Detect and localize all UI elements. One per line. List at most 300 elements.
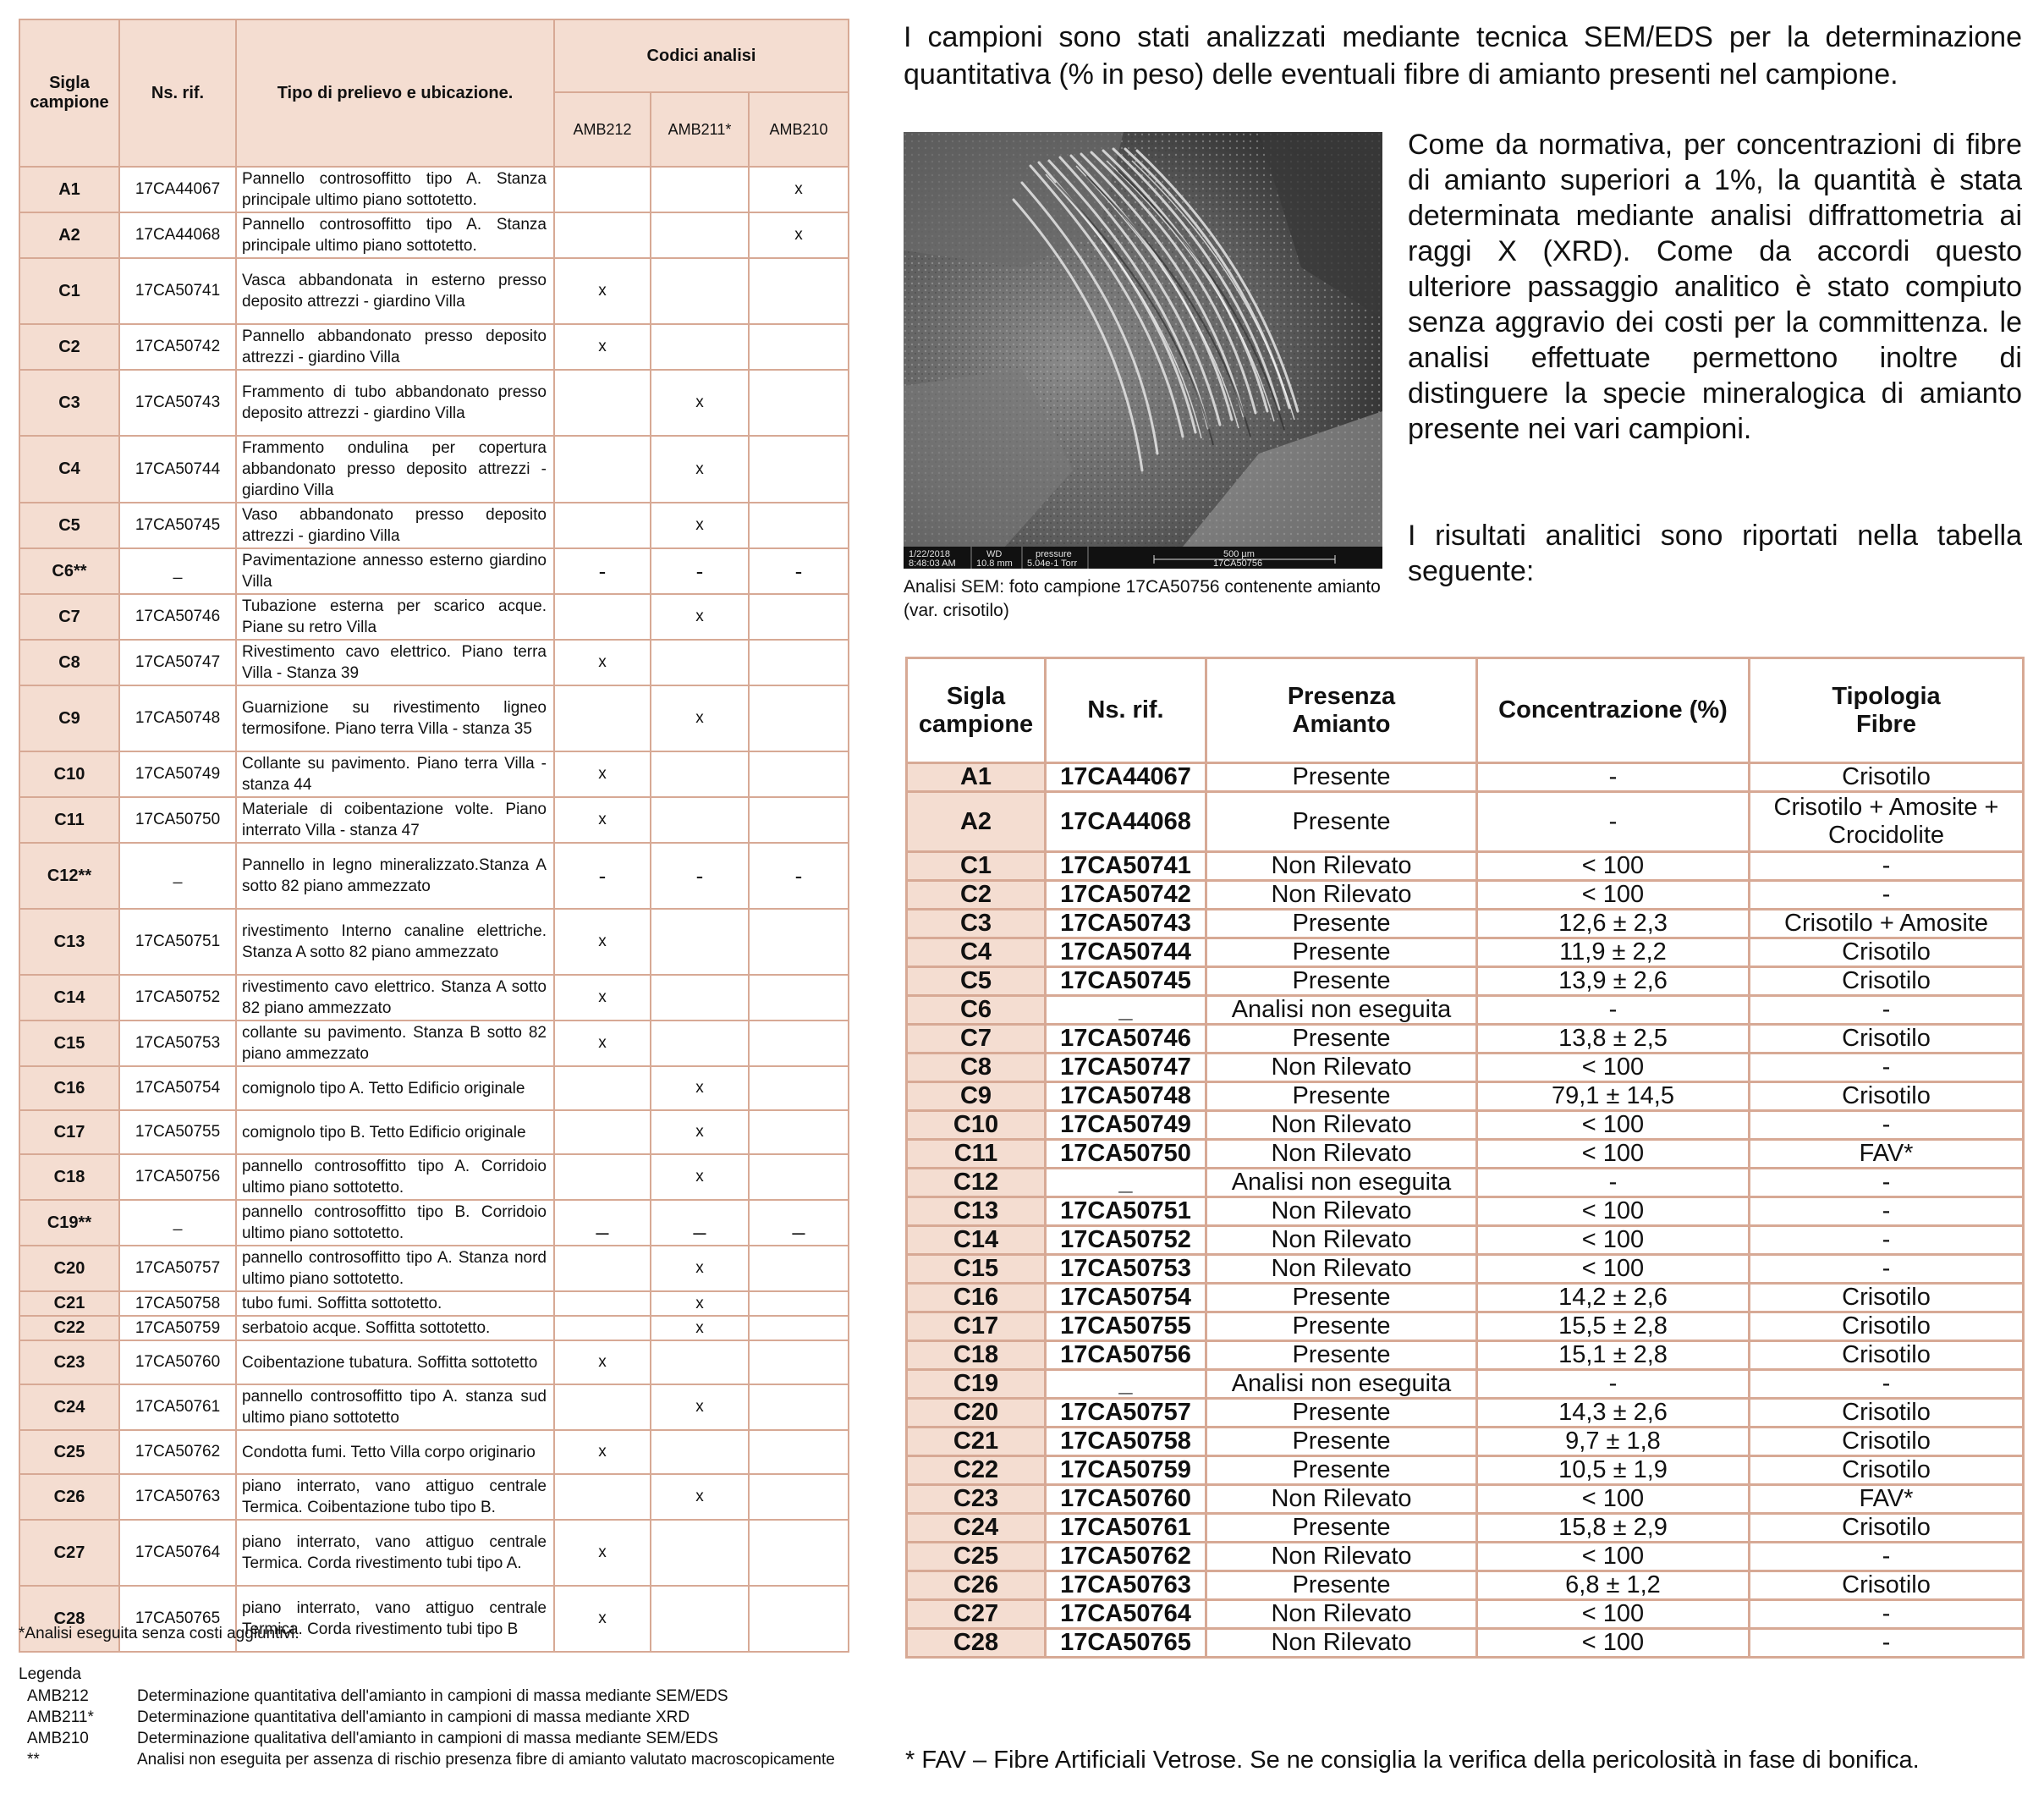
sample-ref: 17CA50762 (119, 1430, 236, 1474)
table-row (907, 1140, 2024, 1169)
header-codici-analisi: Codici analisi (554, 19, 849, 92)
analysis-mark-amb211: x (651, 503, 749, 548)
sem-databar-wd: 10.8 mm (976, 558, 1013, 569)
analysis-mark-amb210 (749, 909, 849, 975)
table-row (19, 909, 849, 975)
sample-id: C4 (19, 436, 119, 503)
table-row (19, 1430, 849, 1474)
sample-description: piano interrato, vano attiguo centrale Termica. Coibentazione tubo tipo B. (236, 1474, 554, 1520)
sample-description: tubo fumi. Soffitta sottotetto. (236, 1291, 554, 1316)
analysis-mark-amb212: - (554, 843, 651, 909)
sample-ref: 17CA50748 (119, 685, 236, 751)
sample-ref: 17CA50754 (119, 1066, 236, 1110)
sample-ref: 17CA50750 (119, 797, 236, 843)
analysis-mark-amb212 (554, 1474, 651, 1520)
sample-ref: 17CA50745 (119, 503, 236, 548)
header-amb211: AMB211* (651, 92, 749, 167)
analysis-mark-amb211: x (651, 1154, 749, 1200)
table-row (907, 1514, 2024, 1543)
sample-description: comignolo tipo A. Tetto Edificio originale (236, 1066, 554, 1110)
analysis-mark-amb211 (651, 258, 749, 324)
legend-code: AMB211* (27, 1708, 94, 1726)
sample-id: C18 (19, 1154, 119, 1200)
result-sample-id: C15 (907, 1255, 1046, 1284)
result-concentrazione: < 100 (1477, 852, 1750, 881)
table-row (907, 1485, 2024, 1514)
result-sample-ref: 17CA50747 (1046, 1054, 1206, 1082)
result-concentrazione: - (1477, 1169, 1750, 1197)
result-sample-id: C25 (907, 1543, 1046, 1571)
analysis-mark-amb212 (554, 685, 651, 751)
table-row (19, 640, 849, 685)
table-row (907, 1082, 2024, 1111)
sample-ref: _ (119, 1200, 236, 1246)
sample-description: Pavimentazione annesso esterno giardino Villa (236, 548, 554, 594)
analysis-mark-amb210: - (749, 548, 849, 594)
result-concentrazione: - (1477, 763, 1750, 792)
analysis-mark-amb211: _ (651, 1200, 749, 1246)
results-header-presenza: Presenza Amianto (1206, 658, 1477, 763)
analysis-mark-amb212 (554, 1154, 651, 1200)
result-presenza: Presente (1206, 1341, 1477, 1370)
result-tipologia: Crisotilo (1750, 938, 2024, 967)
table-row (19, 975, 849, 1021)
analysis-mark-amb212 (554, 1316, 651, 1340)
analysis-mark-amb210 (749, 503, 849, 548)
analysis-mark-amb210 (749, 1520, 849, 1586)
sem-databar-pressure-label: pressure (1036, 549, 1072, 559)
sample-id: C20 (19, 1246, 119, 1291)
sample-id: C11 (19, 797, 119, 843)
result-tipologia: - (1750, 1111, 2024, 1140)
result-concentrazione: 15,8 ± 2,9 (1477, 1514, 1750, 1543)
sample-id: C7 (19, 594, 119, 640)
result-tipologia: Crisotilo (1750, 763, 2024, 792)
analysis-mark-amb212 (554, 212, 651, 258)
result-sample-ref: 17CA50741 (1046, 852, 1206, 881)
result-tipologia: - (1750, 1629, 2024, 1658)
analysis-mark-amb210 (749, 1246, 849, 1291)
result-presenza: Presente (1206, 910, 1477, 938)
sample-description: Pannello abbandonato presso deposito attrezzi - giardino Villa (236, 324, 554, 370)
result-concentrazione: < 100 (1477, 1054, 1750, 1082)
analysis-mark-amb212: x (554, 258, 651, 324)
legend-item (19, 1728, 873, 1749)
table-row (907, 996, 2024, 1025)
analysis-mark-amb211: x (651, 436, 749, 503)
result-sample-id: C3 (907, 910, 1046, 938)
sample-description: Vaso abbandonato presso deposito attrezzi - giardino Villa (236, 503, 554, 548)
analysis-mark-amb211 (651, 909, 749, 975)
table-row (907, 1629, 2024, 1658)
sample-id: C9 (19, 685, 119, 751)
result-tipologia: Crisotilo (1750, 1312, 2024, 1341)
result-sample-ref: _ (1046, 1370, 1206, 1399)
table-row (907, 910, 2024, 938)
analysis-mark-amb211 (651, 167, 749, 212)
legend-title: Legenda (19, 1665, 81, 1683)
analysis-mark-amb210: x (749, 167, 849, 212)
analysis-mark-amb210 (749, 1316, 849, 1340)
analysis-mark-amb212: x (554, 1021, 651, 1066)
result-tipologia: - (1750, 1226, 2024, 1255)
sample-id: C28 (19, 1586, 119, 1652)
table-row (907, 792, 2024, 852)
result-sample-id: C5 (907, 967, 1046, 996)
table-row (19, 1340, 849, 1384)
result-concentrazione: - (1477, 996, 1750, 1025)
sample-ref: 17CA44068 (119, 212, 236, 258)
table-row (19, 1021, 849, 1066)
result-concentrazione: < 100 (1477, 1629, 1750, 1658)
analysis-mark-amb212 (554, 1066, 651, 1110)
result-sample-ref: 17CA50752 (1046, 1226, 1206, 1255)
sem-databar-time: 8:48:03 AM (909, 558, 956, 569)
table-row (19, 843, 849, 909)
result-presenza: Analisi non eseguita (1206, 1370, 1477, 1399)
analysis-mark-amb211: x (651, 1474, 749, 1520)
analysis-mark-amb212: - (554, 548, 651, 594)
result-sample-ref: 17CA50750 (1046, 1140, 1206, 1169)
result-concentrazione: < 100 (1477, 1485, 1750, 1514)
legend-code: AMB210 (27, 1730, 89, 1747)
result-sample-ref: 17CA50753 (1046, 1255, 1206, 1284)
table-row (907, 938, 2024, 967)
result-sample-ref: 17CA50743 (1046, 910, 1206, 938)
sample-ref: 17CA50751 (119, 909, 236, 975)
result-presenza: Non Rilevato (1206, 881, 1477, 910)
table-row (907, 1025, 2024, 1054)
result-sample-id: C27 (907, 1600, 1046, 1629)
sample-ref: 17CA50747 (119, 640, 236, 685)
table-row (19, 1154, 849, 1200)
result-concentrazione: 14,2 ± 2,6 (1477, 1284, 1750, 1312)
table-row (907, 763, 2024, 792)
result-sample-id: C18 (907, 1341, 1046, 1370)
analysis-mark-amb212: x (554, 909, 651, 975)
result-tipologia: - (1750, 1054, 2024, 1082)
table-row (907, 1341, 2024, 1370)
result-concentrazione: < 100 (1477, 1140, 1750, 1169)
sem-fibre-image (904, 132, 1382, 569)
result-concentrazione: < 100 (1477, 1111, 1750, 1140)
table-row (19, 548, 849, 594)
table-row (19, 1384, 849, 1430)
sample-description: Tubazione esterna per scarico acque. Piane su retro Villa (236, 594, 554, 640)
result-tipologia: - (1750, 1197, 2024, 1226)
analysis-mark-amb212: x (554, 640, 651, 685)
analysis-mark-amb212 (554, 503, 651, 548)
analysis-mark-amb211: x (651, 685, 749, 751)
result-sample-id: C16 (907, 1284, 1046, 1312)
analysis-mark-amb211 (651, 1021, 749, 1066)
analysis-mark-amb210 (749, 1430, 849, 1474)
sample-id: C19** (19, 1200, 119, 1246)
analysis-mark-amb211: x (651, 370, 749, 436)
analysis-mark-amb212: x (554, 324, 651, 370)
analysis-mark-amb211 (651, 212, 749, 258)
result-sample-ref: 17CA50754 (1046, 1284, 1206, 1312)
sample-ref: 17CA50755 (119, 1110, 236, 1154)
analysis-mark-amb210 (749, 1384, 849, 1430)
sample-id: C5 (19, 503, 119, 548)
table-row (19, 685, 849, 751)
sample-id: C22 (19, 1316, 119, 1340)
table-row (907, 1111, 2024, 1140)
results-header-concentrazione: Concentrazione (%) (1477, 658, 1750, 763)
result-concentrazione: 13,9 ± 2,6 (1477, 967, 1750, 996)
result-sample-ref: 17CA50745 (1046, 967, 1206, 996)
sample-ref: 17CA50763 (119, 1474, 236, 1520)
result-presenza: Non Rilevato (1206, 1543, 1477, 1571)
sample-id: C3 (19, 370, 119, 436)
analysis-mark-amb212: x (554, 975, 651, 1021)
result-presenza: Presente (1206, 1456, 1477, 1485)
sample-ref: 17CA50765 (119, 1586, 236, 1652)
analysis-mark-amb211 (651, 324, 749, 370)
result-sample-ref: 17CA50762 (1046, 1543, 1206, 1571)
sample-id: C1 (19, 258, 119, 324)
sample-ref: 17CA50759 (119, 1316, 236, 1340)
result-tipologia: Crisotilo (1750, 1428, 2024, 1456)
sample-description: Pannello controsoffitto tipo A. Stanza principale ultimo piano sottotetto. (236, 167, 554, 212)
results-table (905, 657, 2025, 1659)
analysis-mark-amb211: x (651, 1066, 749, 1110)
result-sample-id: C10 (907, 1111, 1046, 1140)
table-row (907, 1399, 2024, 1428)
result-tipologia: Crisotilo (1750, 1082, 2024, 1111)
result-presenza: Presente (1206, 1082, 1477, 1111)
result-sample-ref: 17CA50761 (1046, 1514, 1206, 1543)
sem-photo (904, 132, 1382, 569)
table-row (907, 1543, 2024, 1571)
result-sample-ref: 17CA50748 (1046, 1082, 1206, 1111)
sample-description: rivestimento Interno canaline elettriche. Stanza A sotto 82 piano ammezzato (236, 909, 554, 975)
sample-ref: _ (119, 548, 236, 594)
result-presenza: Non Rilevato (1206, 1054, 1477, 1082)
analysis-mark-amb211 (651, 1340, 749, 1384)
result-tipologia: Crisotilo (1750, 1341, 2024, 1370)
result-sample-ref: 17CA50751 (1046, 1197, 1206, 1226)
result-presenza: Non Rilevato (1206, 1111, 1477, 1140)
sem-databar-wd-label: WD (986, 549, 1003, 559)
analysis-mark-amb210: x (749, 212, 849, 258)
sample-description: Pannello controsoffitto tipo A. Stanza principale ultimo piano sottotetto. (236, 212, 554, 258)
sample-id: C17 (19, 1110, 119, 1154)
result-concentrazione: 6,8 ± 1,2 (1477, 1571, 1750, 1600)
analysis-mark-amb211 (651, 751, 749, 797)
result-tipologia: - (1750, 852, 2024, 881)
result-tipologia: FAV* (1750, 1485, 2024, 1514)
analysis-mark-amb212: x (554, 1586, 651, 1652)
legend-text: Determinazione quantitativa dell'amianto in campioni di massa mediante XRD (137, 1708, 690, 1726)
analysis-mark-amb210 (749, 1110, 849, 1154)
sample-ref: 17CA50743 (119, 370, 236, 436)
table-row (19, 370, 849, 436)
sample-ref: 17CA50761 (119, 1384, 236, 1430)
table-row (907, 1456, 2024, 1485)
result-sample-id: C6 (907, 996, 1046, 1025)
sample-list-table (19, 19, 849, 1653)
table-row (907, 1255, 2024, 1284)
analysis-mark-amb211: x (651, 1291, 749, 1316)
result-sample-id: C22 (907, 1456, 1046, 1485)
result-sample-ref: 17CA44068 (1046, 792, 1206, 852)
analysis-mark-amb212 (554, 1384, 651, 1430)
result-concentrazione: 79,1 ± 14,5 (1477, 1082, 1750, 1111)
result-sample-id: C7 (907, 1025, 1046, 1054)
result-sample-ref: 17CA50749 (1046, 1111, 1206, 1140)
sample-ref: 17CA50753 (119, 1021, 236, 1066)
sample-list-table-wrapper (19, 19, 848, 1653)
analysis-mark-amb211 (651, 1586, 749, 1652)
sample-id: C6** (19, 548, 119, 594)
result-sample-ref: 17CA50755 (1046, 1312, 1206, 1341)
result-sample-id: C8 (907, 1054, 1046, 1082)
header-tipo-prelievo: Tipo di prelievo e ubicazione. (236, 19, 554, 167)
analysis-mark-amb210 (749, 370, 849, 436)
sem-databar-sample: 17CA50756 (1213, 558, 1263, 569)
legend-item (19, 1749, 873, 1770)
analysis-mark-amb210 (749, 1021, 849, 1066)
result-concentrazione: < 100 (1477, 1226, 1750, 1255)
analysis-mark-amb210 (749, 594, 849, 640)
result-sample-id: C1 (907, 852, 1046, 881)
sample-description: Guarnizione su rivestimento ligneo termosifone. Piano terra Villa - stanza 35 (236, 685, 554, 751)
analysis-mark-amb210 (749, 258, 849, 324)
result-tipologia: Crisotilo (1750, 967, 2024, 996)
sample-id: C2 (19, 324, 119, 370)
result-tipologia: - (1750, 1255, 2024, 1284)
table-row (907, 1226, 2024, 1255)
result-sample-ref: 17CA50757 (1046, 1399, 1206, 1428)
result-presenza: Presente (1206, 792, 1477, 852)
table-row (19, 1246, 849, 1291)
result-concentrazione: 9,7 ± 1,8 (1477, 1428, 1750, 1456)
result-tipologia: - (1750, 1543, 2024, 1571)
sample-description: Pannello in legno mineralizzato.Stanza A sotto 82 piano ammezzato (236, 843, 554, 909)
result-sample-id: C11 (907, 1140, 1046, 1169)
result-sample-ref: 17CA50764 (1046, 1600, 1206, 1629)
table-row (907, 1284, 2024, 1312)
result-sample-ref: 17CA50763 (1046, 1571, 1206, 1600)
analysis-mark-amb210 (749, 436, 849, 503)
result-presenza: Analisi non eseguita (1206, 1169, 1477, 1197)
table-row (907, 1370, 2024, 1399)
sample-description: pannello controsoffitto tipo B. Corridoio ultimo piano sottotetto. (236, 1200, 554, 1246)
analysis-mark-amb212 (554, 370, 651, 436)
results-intro-paragraph: I risultati analitici sono riportati nella tabella seguente: (1408, 520, 2022, 587)
results-header-ns-rif: Ns. rif. (1046, 658, 1206, 763)
sample-description: rivestimento cavo elettrico. Stanza A sotto 82 piano ammezzato (236, 975, 554, 1021)
analysis-mark-amb212: x (554, 1520, 651, 1586)
result-presenza: Presente (1206, 967, 1477, 996)
table-row (907, 967, 2024, 996)
results-header-tipologia: Tipologia Fibre (1750, 658, 2024, 763)
result-presenza: Presente (1206, 763, 1477, 792)
table-row (19, 1066, 849, 1110)
result-concentrazione: < 100 (1477, 1543, 1750, 1571)
sample-id: C14 (19, 975, 119, 1021)
result-sample-id: C14 (907, 1226, 1046, 1255)
analysis-mark-amb212: x (554, 1340, 651, 1384)
analysis-mark-amb210 (749, 685, 849, 751)
table-row (19, 167, 849, 212)
sample-description: collante su pavimento. Stanza B sotto 82 piano ammezzato (236, 1021, 554, 1066)
analysis-mark-amb210 (749, 1066, 849, 1110)
legend (19, 1665, 873, 1770)
result-concentrazione: - (1477, 1370, 1750, 1399)
sample-ref: 17CA50752 (119, 975, 236, 1021)
result-tipologia: Crisotilo (1750, 1284, 2024, 1312)
sample-description: pannello controsoffitto tipo A. stanza sud ultimo piano sottotetto (236, 1384, 554, 1430)
sample-description: comignolo tipo B. Tetto Edificio originale (236, 1110, 554, 1154)
analysis-mark-amb210 (749, 1340, 849, 1384)
analysis-mark-amb210 (749, 1474, 849, 1520)
result-tipologia: Crisotilo (1750, 1399, 2024, 1428)
sample-id: C26 (19, 1474, 119, 1520)
sem-photo-caption: Analisi SEM: foto campione 17CA50756 contenente amianto (var. crisotilo) (904, 577, 1381, 620)
header-amb210: AMB210 (749, 92, 849, 167)
analysis-mark-amb212: _ (554, 1200, 651, 1246)
result-sample-ref: 17CA50746 (1046, 1025, 1206, 1054)
table-row (19, 1316, 849, 1340)
result-presenza: Presente (1206, 1571, 1477, 1600)
table-row (19, 503, 849, 548)
analysis-mark-amb211: x (651, 594, 749, 640)
result-sample-ref: 17CA50758 (1046, 1428, 1206, 1456)
result-sample-ref: _ (1046, 996, 1206, 1025)
analysis-mark-amb211 (651, 797, 749, 843)
header-sigla: Sigla campione (19, 19, 119, 167)
result-presenza: Non Rilevato (1206, 1629, 1477, 1658)
analysis-mark-amb212 (554, 436, 651, 503)
table-row (907, 1600, 2024, 1629)
sample-id: C23 (19, 1340, 119, 1384)
analysis-mark-amb211: x (651, 1384, 749, 1430)
table-row (19, 797, 849, 843)
result-presenza: Non Rilevato (1206, 1255, 1477, 1284)
sample-description: Collante su pavimento. Piano terra Villa - stanza 44 (236, 751, 554, 797)
sample-id: C16 (19, 1066, 119, 1110)
result-presenza: Non Rilevato (1206, 1197, 1477, 1226)
legend-text: Determinazione quantitativa dell'amianto in campioni di massa mediante SEM/EDS (137, 1687, 728, 1705)
sample-id: C24 (19, 1384, 119, 1430)
result-sample-ref: 17CA50765 (1046, 1629, 1206, 1658)
sample-ref: 17CA50746 (119, 594, 236, 640)
table-row (907, 1197, 2024, 1226)
result-concentrazione: 10,5 ± 1,9 (1477, 1456, 1750, 1485)
sample-id: C27 (19, 1520, 119, 1586)
result-tipologia: FAV* (1750, 1140, 2024, 1169)
result-sample-ref: 17CA50760 (1046, 1485, 1206, 1514)
result-presenza: Non Rilevato (1206, 1600, 1477, 1629)
table-row (19, 1291, 849, 1316)
analysis-mark-amb211 (651, 640, 749, 685)
analysis-mark-amb210: _ (749, 1200, 849, 1246)
result-sample-id: A1 (907, 763, 1046, 792)
analysis-mark-amb212 (554, 594, 651, 640)
analysis-mark-amb210 (749, 640, 849, 685)
result-presenza: Presente (1206, 1514, 1477, 1543)
sample-ref: 17CA50758 (119, 1291, 236, 1316)
result-sample-id: C23 (907, 1485, 1046, 1514)
result-concentrazione: < 100 (1477, 1600, 1750, 1629)
analysis-mark-amb210 (749, 1291, 849, 1316)
analysis-mark-amb212: x (554, 751, 651, 797)
legend-code: AMB212 (27, 1687, 89, 1705)
sample-description: Materiale di coibentazione volte. Piano interrato Villa - stanza 47 (236, 797, 554, 843)
